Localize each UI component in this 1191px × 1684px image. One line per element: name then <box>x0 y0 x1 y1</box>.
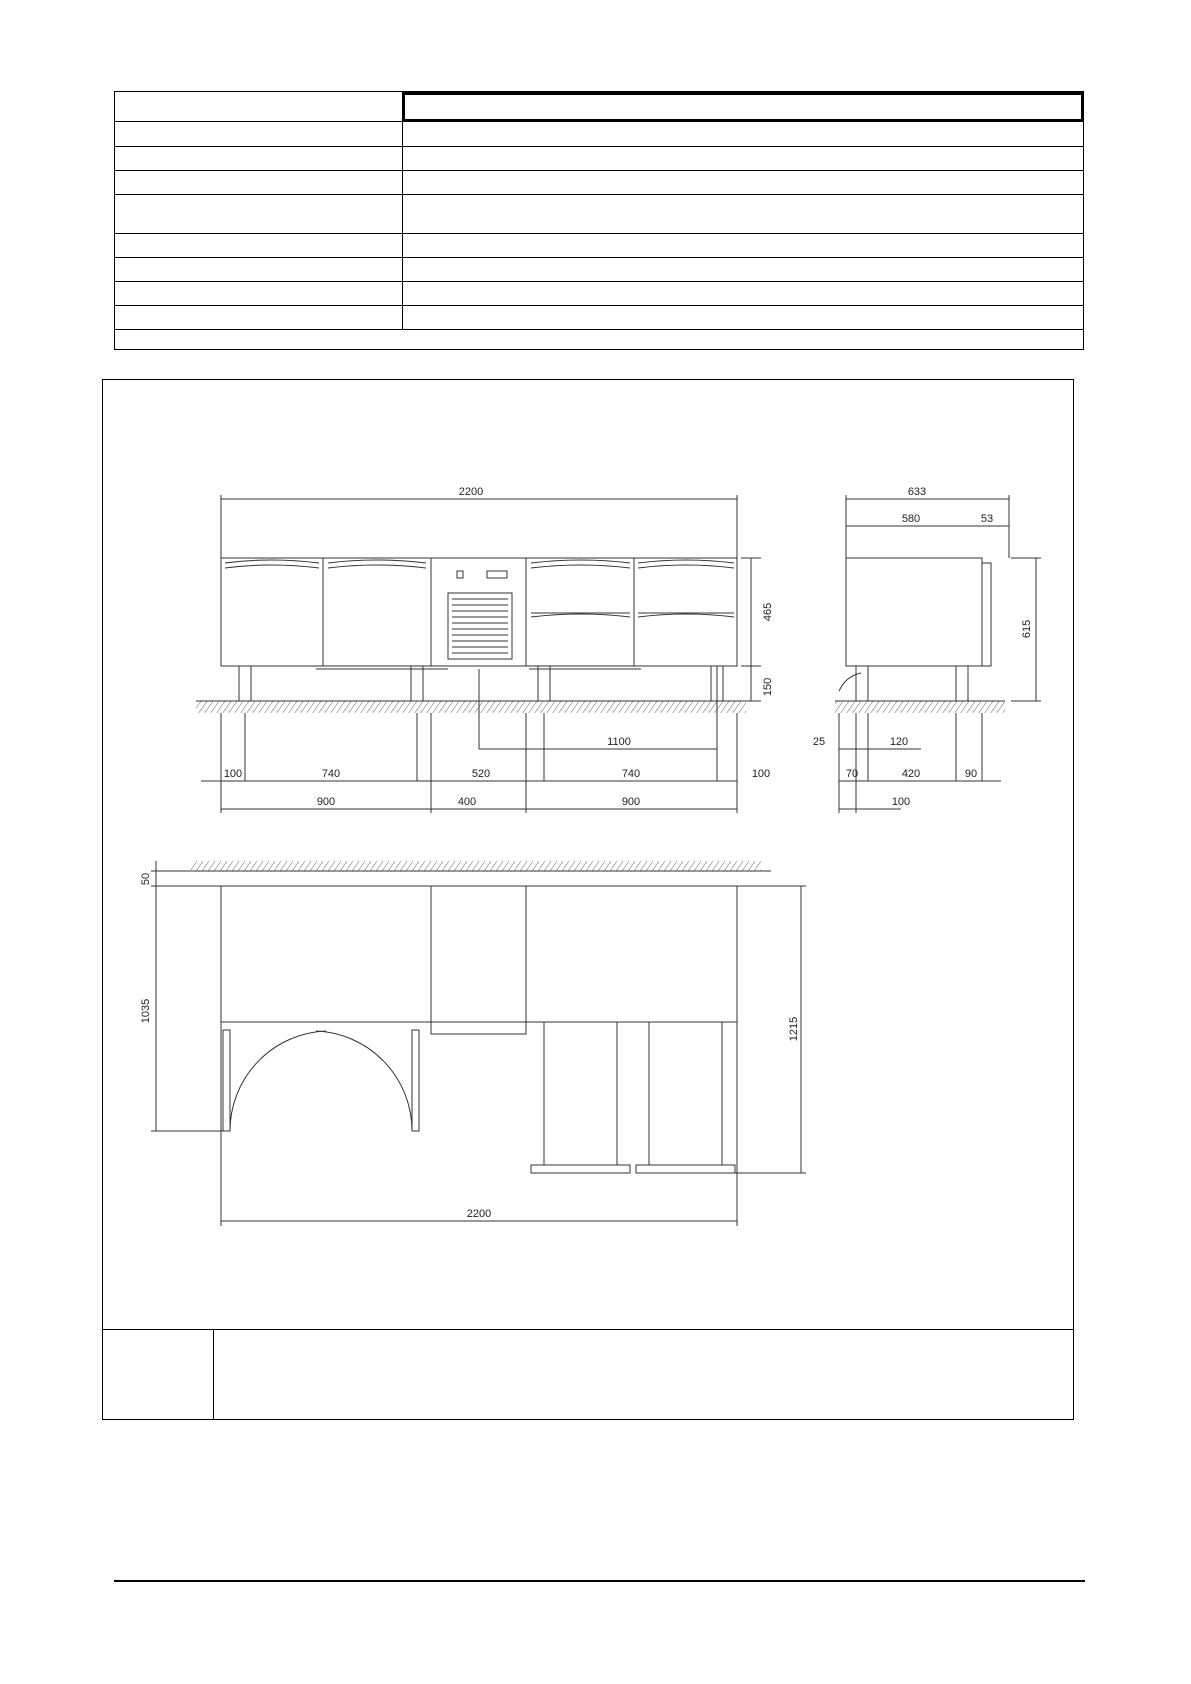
drawing-frame <box>102 379 1074 1420</box>
compressor-panel <box>431 1022 526 1034</box>
drawer-rim <box>638 560 734 568</box>
spec-value <box>402 170 1083 194</box>
dim-pipe-distance: 1100 <box>607 736 631 748</box>
drawer-extended <box>649 1022 722 1165</box>
drawer-handle <box>531 1165 630 1173</box>
spec-row <box>115 170 1083 195</box>
dim-overall-width: 2200 <box>458 486 484 498</box>
spec-row-last <box>115 305 1083 330</box>
spec-row <box>115 257 1083 282</box>
footer-rule <box>114 1580 1085 1582</box>
spec-label <box>115 170 403 194</box>
spec-row <box>115 121 1083 147</box>
control-button <box>457 571 463 578</box>
spec-table <box>114 91 1084 350</box>
drain-pipe <box>839 673 861 691</box>
spec-row-title <box>115 92 1083 122</box>
drawer-extended <box>544 1022 617 1165</box>
drawer-rim <box>531 560 630 568</box>
side-elevation <box>835 495 1041 813</box>
leg <box>411 666 423 701</box>
grill-lines <box>452 599 508 653</box>
dim-leg-spacing: 520 <box>471 768 491 780</box>
plan-dimension-labels <box>140 873 800 1220</box>
spec-value <box>402 281 1083 305</box>
dim-overall-depth: 633 <box>907 486 927 498</box>
dim-body-height: 465 <box>762 602 774 622</box>
door-swing-arc <box>316 1031 412 1131</box>
leg <box>239 666 251 701</box>
dim-handle-depth: 53 <box>980 513 994 525</box>
door-rim <box>328 560 426 568</box>
spec-label <box>115 257 403 281</box>
dim-pipe-diameter: 100 <box>891 796 911 808</box>
dim-section: 900 <box>316 796 336 808</box>
door-rim <box>225 560 319 568</box>
dim-leg-offset: 70 <box>845 768 859 780</box>
spec-row <box>115 233 1083 258</box>
dim-leg-spacing: 740 <box>321 768 341 780</box>
spec-label <box>115 233 403 257</box>
legend-box <box>103 1329 1073 1419</box>
spec-row <box>115 281 1083 306</box>
spec-label <box>115 121 403 146</box>
side-leg <box>956 666 968 701</box>
leg <box>538 666 550 701</box>
spec-value <box>402 305 1083 329</box>
dim-leg-offset: 90 <box>964 768 978 780</box>
spec-value <box>402 146 1083 170</box>
spec-label <box>115 92 403 121</box>
door-left <box>223 1030 230 1131</box>
door-handle <box>982 563 991 666</box>
dim-leg-height: 150 <box>762 677 774 697</box>
title-value <box>402 92 1084 122</box>
spec-row <box>115 146 1083 171</box>
spec-value <box>402 194 1083 233</box>
spec-label <box>115 194 403 233</box>
spec-row <box>115 194 1083 234</box>
spec-value <box>402 233 1083 257</box>
floor-hatch <box>196 701 746 713</box>
door-right <box>412 1030 419 1131</box>
control-display <box>487 571 507 578</box>
dim-total-height: 615 <box>1021 619 1033 639</box>
side-floor-hatch <box>835 701 1005 713</box>
dim-body-depth: 580 <box>901 513 921 525</box>
technical-drawing <box>103 380 1073 1330</box>
spec-label <box>115 281 403 305</box>
dim-drawer-clearance: 1215 <box>788 1016 800 1042</box>
plan-view <box>151 861 806 1226</box>
spec-value <box>402 257 1083 281</box>
spec-label <box>115 305 403 329</box>
dim-section: 900 <box>621 796 641 808</box>
dim-leg-spacing: 100 <box>223 768 243 780</box>
legend-label <box>103 1330 214 1419</box>
dim-plan-width: 2200 <box>466 1208 492 1220</box>
compressor-grill <box>448 593 512 659</box>
side-body <box>846 558 982 666</box>
dim-leg-offset: 420 <box>901 768 921 780</box>
cabinet-body <box>221 558 737 666</box>
door-swing-arc <box>230 1031 326 1131</box>
dim-wall-gap: 50 <box>140 872 152 886</box>
dim-section: 400 <box>457 796 477 808</box>
wall-hatch <box>191 861 761 871</box>
side-leg <box>856 666 868 701</box>
dim-door-clearance: 1035 <box>140 998 152 1024</box>
dim-pipe-offset: 120 <box>889 736 909 748</box>
dim-leg-spacing: 100 <box>751 768 771 780</box>
dim-leg-spacing: 740 <box>621 768 641 780</box>
spec-label <box>115 146 403 170</box>
spec-value <box>402 121 1083 146</box>
plan-body <box>221 886 737 1022</box>
drawer-handle <box>636 1165 735 1173</box>
dim-pipe-offset: 25 <box>812 736 826 748</box>
front-elevation <box>196 495 761 813</box>
